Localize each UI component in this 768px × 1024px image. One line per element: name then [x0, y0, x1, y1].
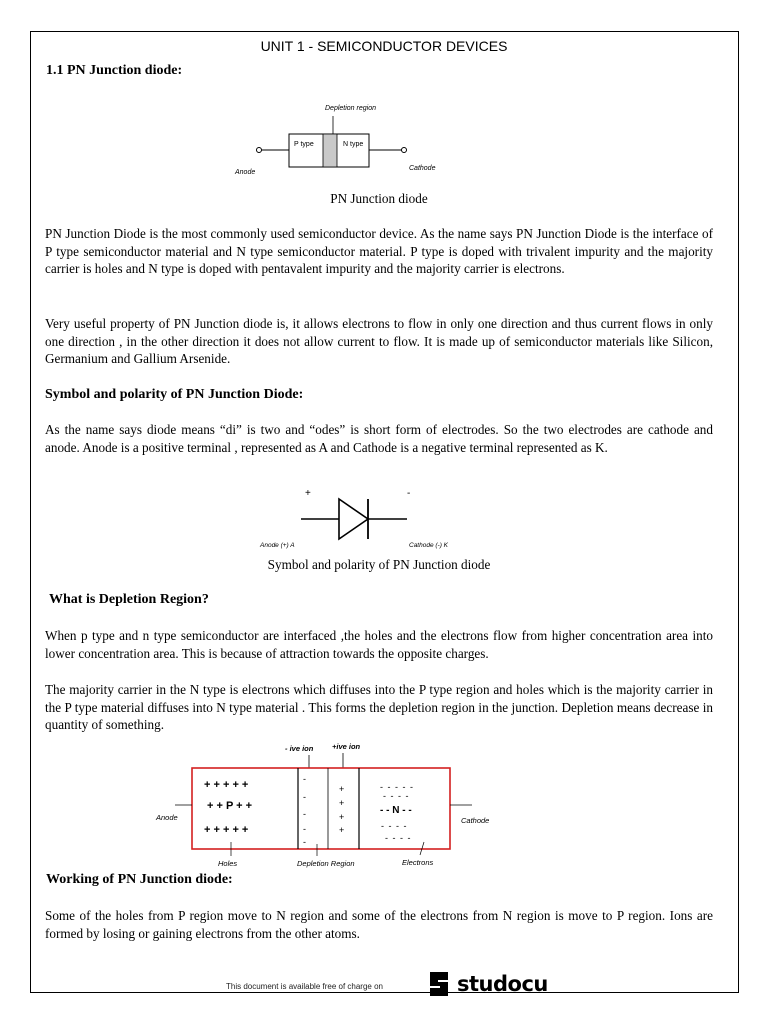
- unit-title: UNIT 1 - SEMICONDUCTOR DEVICES: [260, 38, 508, 54]
- depletion-region-figure: [150, 738, 510, 870]
- n-row-1: - - - - -: [380, 782, 414, 792]
- studocu-logo[interactable]: [424, 969, 548, 999]
- figure1-caption: PN Junction diode: [330, 191, 428, 206]
- ion-minus: -: [303, 809, 306, 819]
- ion-plus: +: [339, 784, 345, 794]
- cathode-label: Cathode: [461, 816, 490, 825]
- ion-minus: -: [303, 774, 306, 784]
- n-type-label: N type: [343, 141, 364, 148]
- figure2-caption: Symbol and polarity of PN Junction diode: [267, 557, 491, 572]
- electrons-label: Electrons: [402, 858, 434, 867]
- working-heading: Working of PN Junction diode:: [46, 872, 233, 887]
- minus-sign: -: [407, 488, 411, 499]
- anode-a-label: Anode (+) A: [260, 542, 295, 549]
- ion-plus: +: [339, 825, 345, 835]
- depletion-paragraph-1: When p type and n type semiconductor are interfaced ,the holes and the electrons flow from higher concentration area into lower concentration area. This is because of attraction towards the opposite charges.: [45, 628, 713, 661]
- pn-junction-figure: [230, 98, 450, 183]
- ion-minus: -: [303, 792, 306, 802]
- anode-label: Anode: [156, 813, 178, 822]
- symbol-paragraph: As the name says diode means “di” is two and “odes” is short form of electrodes. So the two electrodes are cathode and anode. Anode is a positive terminal , represented as A and Cathode is a negative terminal represented as K.: [45, 422, 713, 455]
- symbol-heading: Symbol and polarity of PN Junction Diode:: [45, 387, 304, 402]
- studocu-logo-icon: [424, 969, 454, 999]
- depletion-region-label: Depletion region: [325, 105, 376, 112]
- cathode-terminal: [402, 148, 407, 153]
- cathode-label: Cathode: [409, 165, 436, 172]
- footer-availability-text: This document is available free of charge on: [226, 982, 383, 991]
- p-row-1: + + + + +: [204, 779, 249, 791]
- positive-ion-label: +ive ion: [332, 742, 361, 751]
- cathode-k-label: Cathode (-) K: [409, 542, 449, 549]
- plus-sign: +: [305, 488, 311, 499]
- n-row-2: - - N - -: [380, 805, 412, 816]
- negative-ion-label: - ive ion: [285, 744, 314, 753]
- depletion-heading: What is Depletion Region?: [49, 592, 209, 607]
- ion-plus: +: [339, 812, 345, 822]
- section-title: 1.1 PN Junction diode:: [46, 63, 183, 78]
- anode-terminal: [257, 148, 262, 153]
- ion-plus: +: [339, 798, 345, 808]
- n-row-3: - - - -: [381, 821, 408, 831]
- diode-symbol-figure: [255, 482, 465, 552]
- working-paragraph: Some of the holes from P region move to N region and some of the electrons from N region is move to P region. Ions are formed by losing or gaining electrons from the other atoms.: [45, 908, 713, 941]
- p-type-label: P type: [294, 141, 314, 148]
- n-row-3b: - - - -: [385, 833, 412, 843]
- anode-label: Anode: [235, 169, 256, 176]
- p-row-3: + + + + +: [204, 824, 249, 836]
- intro-paragraph: PN Junction Diode is the most commonly used semiconductor device. As the name says PN Junction Diode is the interface of P type semiconductor material and N type semiconductor material. P type is doped with trivalent impurity and the majority carrier is holes and N type is doped with pentavalent impurity and the majority carrier is electrons.: [45, 226, 713, 276]
- depletion-paragraph-2: The majority carrier in the N type is electrons which diffuses into the P type region and holes which is the majority carrier in the P type material diffuses into N type material . This forms the depletion region in the junction. Depletion means decrease in quantity of something.: [45, 682, 713, 732]
- holes-label: Holes: [218, 859, 238, 868]
- ion-minus: -: [303, 824, 306, 834]
- depletion-band: [323, 134, 337, 167]
- n-row-1b: - - - -: [383, 791, 410, 801]
- property-paragraph: Very useful property of PN Junction diode is, it allows electrons to flow in only one direction and thus current flows in only one direction , in the other direction it does not allow current to flow. It is made up of semiconductor materials like Silicon, Germanium and Gallium Arsenide.: [45, 316, 713, 366]
- studocu-wordmark: studocu: [457, 972, 548, 996]
- diode-triangle: [339, 499, 368, 539]
- ion-minus: -: [303, 837, 306, 847]
- depletion-region-label: Depletion Region: [297, 859, 355, 868]
- p-row-2: + + P + +: [207, 800, 253, 812]
